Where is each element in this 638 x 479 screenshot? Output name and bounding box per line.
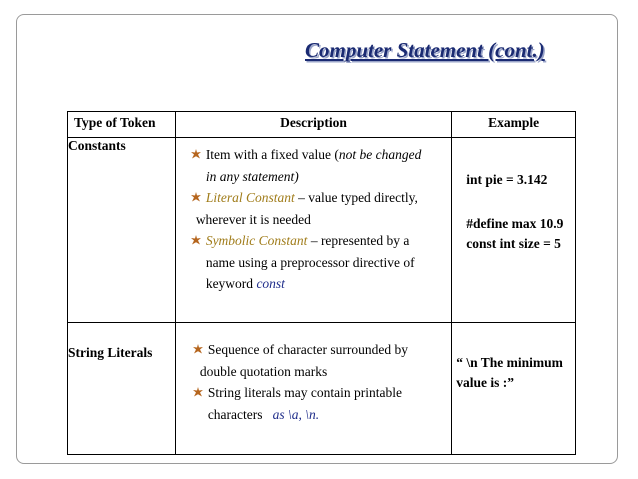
example-cell (452, 323, 576, 455)
starburst-bullet-icon (193, 344, 203, 354)
slide-title: Computer Statement (cont.) (305, 38, 545, 62)
token-table (67, 111, 576, 455)
token-type-label: String Literals (68, 345, 153, 360)
description-cell: Item with a fixed value (not be changed in any statement) Literal Constant – value typed directly, wherever it is needed Symbolic Constant – represented by a name using a preprocessor directive of keyword const (175, 138, 451, 323)
example-line: #define max 10.9 (466, 216, 564, 231)
list-item: Literal Constant – value typed directly, (190, 187, 447, 209)
list-item: Item with a fixed value (not be changed in any statement) (190, 144, 447, 187)
example-cell (452, 138, 576, 323)
example-line: value is :” (456, 375, 514, 390)
list-item: Sequence of character surrounded by (192, 339, 447, 361)
example-line: const int size = 5 (466, 236, 561, 251)
token-type-cell (68, 138, 176, 323)
table-row (68, 138, 576, 323)
token-type-cell (68, 323, 176, 455)
header-type-of-token: Type of Token (68, 112, 176, 138)
starburst-bullet-icon (191, 235, 201, 245)
starburst-bullet-icon (191, 149, 201, 159)
starburst-bullet-icon (191, 192, 201, 202)
description-cell: Sequence of character surrounded by double quotation marks String literals may contain printable characters as \a, \n. (175, 323, 451, 455)
token-type-label: Constants (68, 138, 126, 153)
header-example: Example (452, 112, 576, 138)
example-line: int pie = 3.142 (466, 172, 548, 187)
table-header-row (68, 112, 576, 138)
header-description: Description (175, 112, 451, 138)
list-item: Symbolic Constant – represented by a name using a preprocessor directive of keyword const (190, 230, 447, 295)
starburst-bullet-icon (193, 387, 203, 397)
example-line: “ \n The minimum (456, 355, 563, 370)
list-item: String literals may contain printable characters as \a, \n. (192, 382, 447, 425)
table-row (68, 323, 576, 455)
